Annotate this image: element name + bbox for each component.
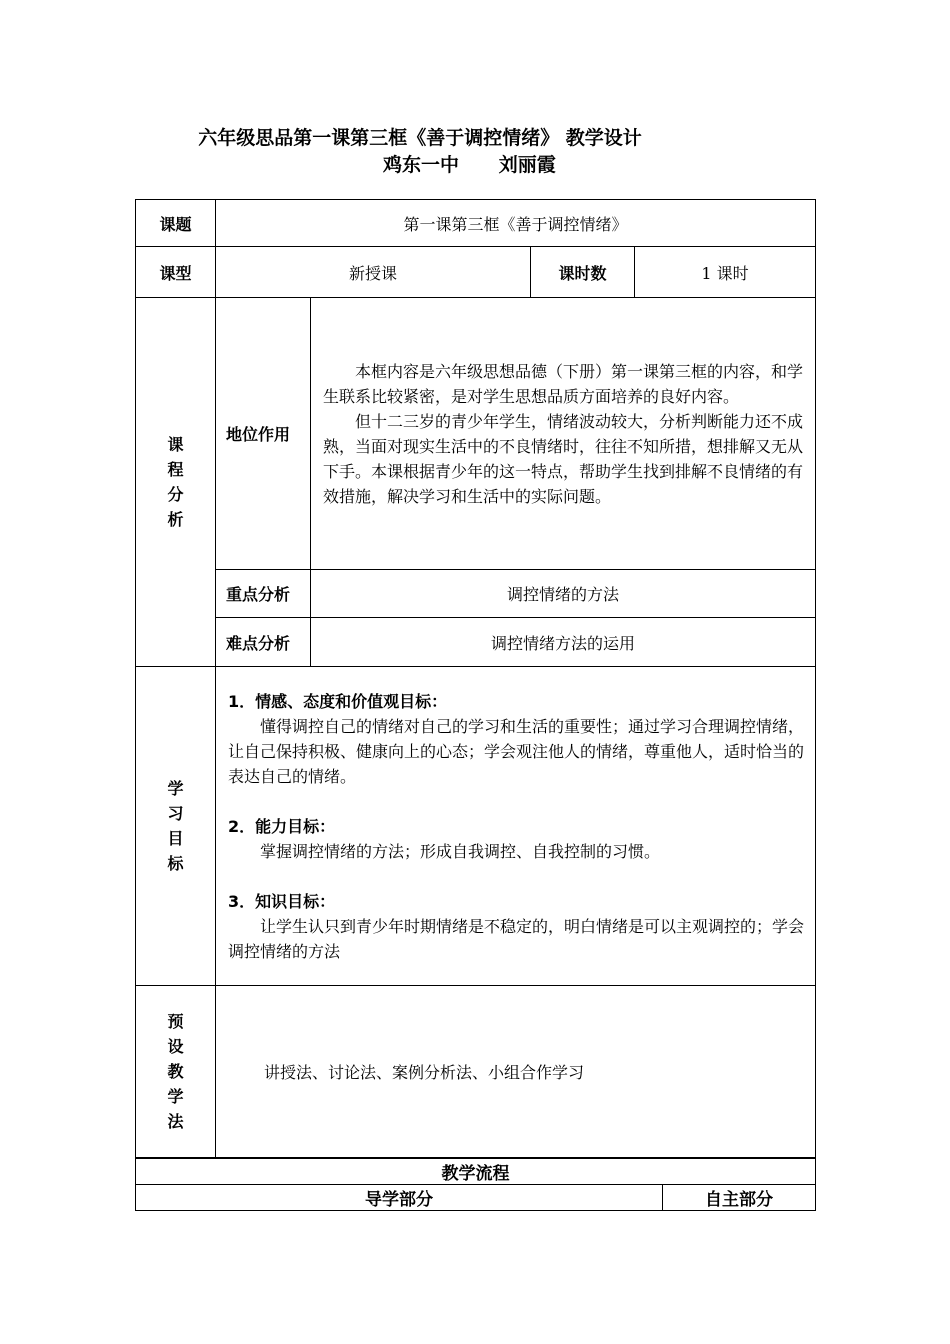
- goals-label: [136, 667, 216, 986]
- goals-label-char: 标: [167, 854, 184, 873]
- flow-col-self: 自主部分: [663, 1185, 816, 1211]
- methods-row: [136, 986, 816, 1158]
- type-row: [136, 247, 816, 298]
- goal-text: 懂得调控自己的情绪对自己的学习和生活的重要性；通过学习合理调控情绪，让自己保持积极、健康向上的心态；学会观注他人的情绪，尊重他人，适时恰当的表达自己的情绪。: [228, 716, 805, 786]
- analysis-label: [136, 298, 216, 667]
- methods-label-char: 设: [167, 1037, 184, 1056]
- methods-value: 讲授法、讨论法、案例分析法、小组合作学习: [264, 1063, 585, 1082]
- type-value: 新授课: [216, 247, 531, 298]
- difficult-value: 调控情绪方法的运用: [311, 618, 816, 667]
- analysis-label-char: 程: [167, 460, 184, 479]
- goals-label-char: 习: [167, 804, 184, 823]
- position-row: [136, 298, 816, 570]
- hours-value: 1 课时: [635, 247, 816, 298]
- document-title: 六年级思品第一课第三框《善于调控情绪》 教学设计: [198, 127, 642, 149]
- position-paragraph: 本框内容是六年级思想品德（下册）第一课第三框的内容，和学生联系比较紧密，是对学生思想品质方面培养的良好内容。: [323, 361, 804, 406]
- goal-text: 掌握调控情绪的方法；形成自我调控、自我控制的习惯。: [260, 841, 661, 861]
- goals-content: [216, 667, 816, 986]
- topic-label: 课题: [136, 200, 216, 247]
- analysis-label-char: 分: [167, 485, 184, 504]
- goals-label-char: 目: [167, 829, 184, 848]
- author-line: 鸡东一中 刘丽霞: [383, 154, 556, 176]
- methods-label-char: 学: [167, 1087, 184, 1106]
- goal-text: 让学生认只到青少年时期情绪是不稳定的，明白情绪是可以主观调控的；学会调控情绪的方法: [228, 916, 805, 961]
- flow-col-guided: 导学部分: [136, 1185, 663, 1211]
- flow-title: 教学流程: [136, 1159, 816, 1185]
- goal-heading: 3．知识目标：: [228, 891, 336, 911]
- analysis-label-char: 课: [167, 435, 184, 454]
- methods-label-char: 预: [167, 1012, 184, 1031]
- lesson-plan-table: [135, 199, 816, 1158]
- methods-content: [216, 986, 816, 1158]
- goals-label-char: 学: [167, 779, 184, 798]
- key-row: [136, 570, 816, 618]
- key-value: 调控情绪的方法: [311, 570, 816, 618]
- methods-label-char: 教: [167, 1062, 184, 1081]
- type-label: 课型: [136, 247, 216, 298]
- topic-row: [136, 200, 816, 247]
- topic-value: 第一课第三框《善于调控情绪》: [216, 200, 816, 247]
- methods-label-char: 法: [167, 1112, 184, 1131]
- hours-label: 课时数: [531, 247, 635, 298]
- teaching-flow-table: [135, 1158, 816, 1211]
- analysis-label-char: 析: [167, 510, 184, 529]
- difficult-label: 难点分析: [216, 618, 311, 667]
- position-label: 地位作用: [216, 298, 311, 570]
- key-label: 重点分析: [216, 570, 311, 618]
- position-paragraph: 但十二三岁的青少年学生，情绪波动较大，分析判断能力还不成熟，当面对现实生活中的不良情绪时，往往不知所措，想排解又无从下手。本课根据青少年的这一特点，帮助学生找到排解不良情绪的有效措施，解决学习和生活中的实际问题。: [323, 411, 804, 506]
- goal-heading: 1．情感、态度和价值观目标：: [228, 691, 448, 711]
- methods-label: [136, 986, 216, 1158]
- goal-heading: 2．能力目标：: [228, 816, 336, 836]
- difficult-row: [136, 618, 816, 667]
- position-content: [311, 298, 816, 570]
- goals-row: [136, 667, 816, 986]
